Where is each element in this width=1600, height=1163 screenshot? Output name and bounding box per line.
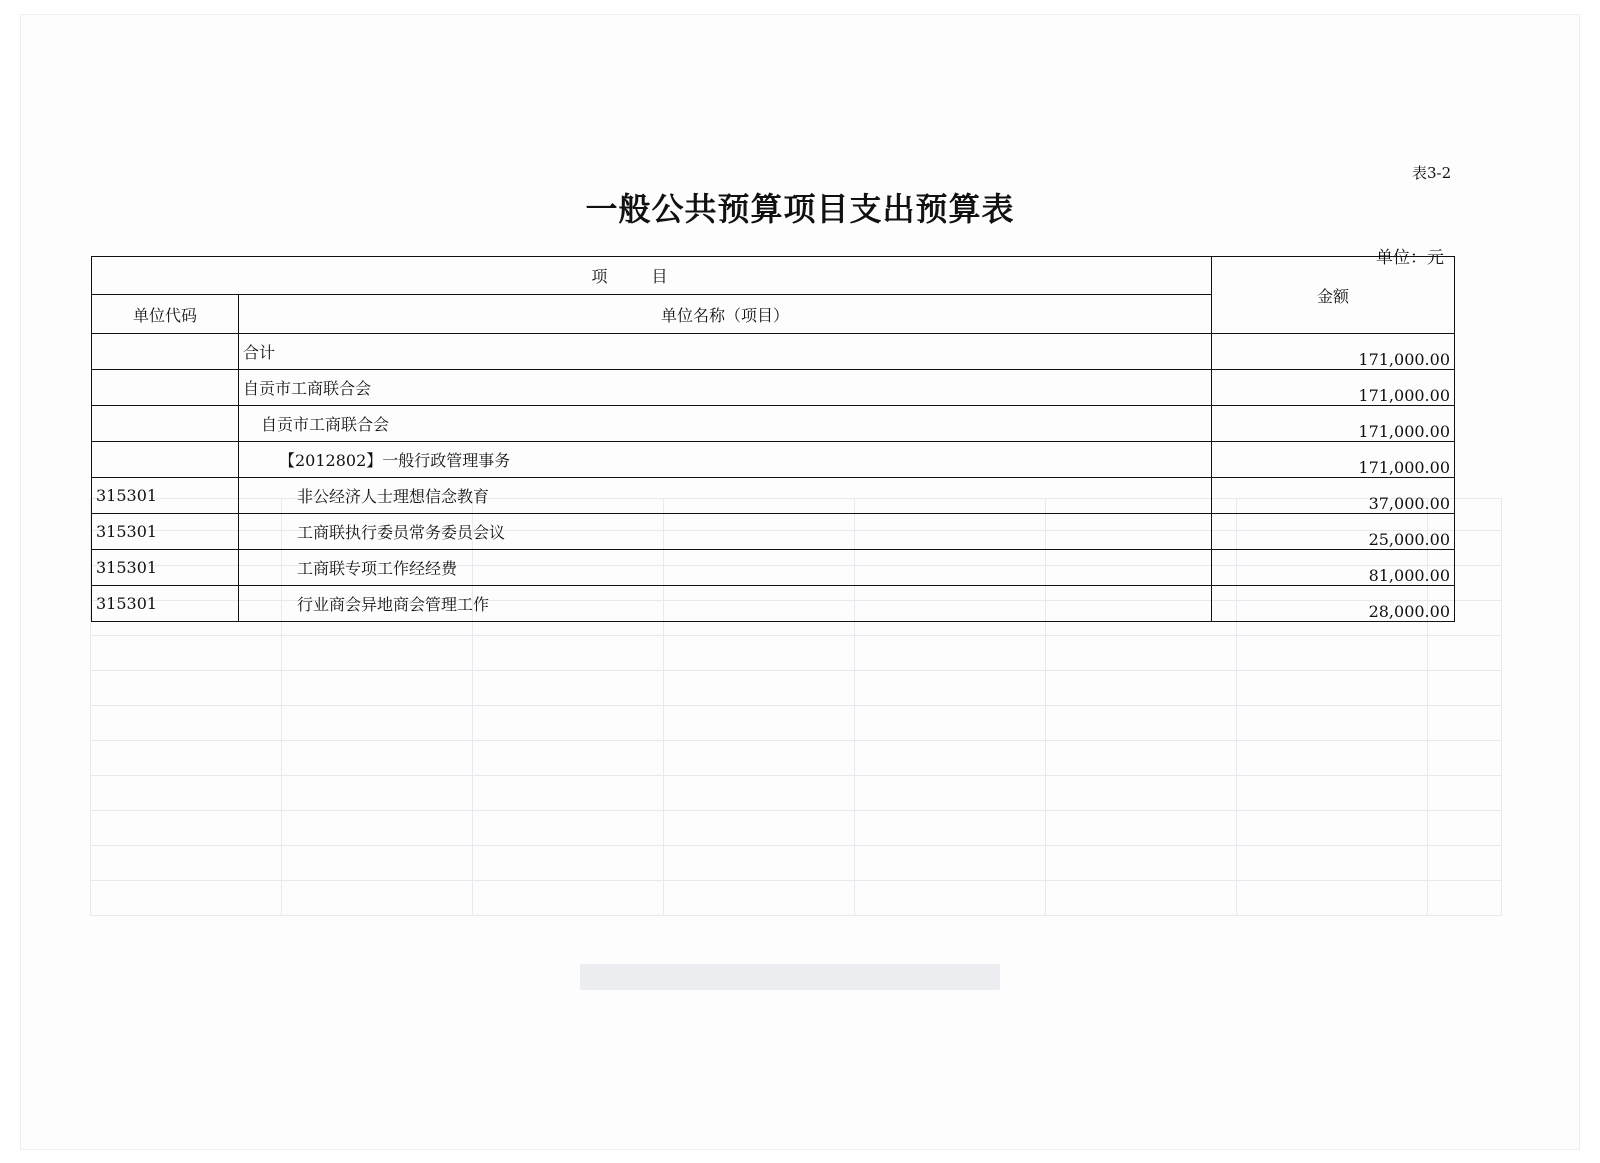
row-name: 自贡市工商联合会: [239, 370, 1212, 406]
row-code: 315301: [92, 550, 239, 586]
row-name: 【2012802】一般行政管理事务: [239, 442, 1212, 478]
header-code: 单位代码: [92, 295, 239, 334]
table-row: [92, 442, 1455, 478]
row-code: 315301: [92, 514, 239, 550]
header-row-1: [92, 257, 1455, 295]
row-name: 行业商会异地商会管理工作: [239, 586, 1212, 622]
row-amount: 28,000.00: [1212, 586, 1455, 622]
row-amount: 171,000.00: [1212, 334, 1455, 370]
row-name: 合计: [239, 334, 1212, 370]
row-name: 工商联执行委员常务委员会议: [239, 514, 1212, 550]
row-name: 自贡市工商联合会: [239, 406, 1212, 442]
unit-label: 单位：元: [1376, 248, 1444, 268]
row-amount: 37,000.00: [1212, 478, 1455, 514]
row-code: [92, 370, 239, 406]
row-amount: 25,000.00: [1212, 514, 1455, 550]
row-code: 315301: [92, 478, 239, 514]
row-code: [92, 406, 239, 442]
header-amount: 金额: [1212, 257, 1455, 334]
bleed-through-title: [580, 964, 1000, 990]
row-amount: 171,000.00: [1212, 442, 1455, 478]
row-code: 315301: [92, 586, 239, 622]
page-title: 一般公共预算项目支出预算表: [585, 190, 1015, 228]
table-row: [92, 406, 1455, 442]
table-row: [92, 370, 1455, 406]
header-project: 项目: [92, 257, 1212, 295]
row-amount: 171,000.00: [1212, 406, 1455, 442]
row-code: [92, 442, 239, 478]
table-row: [92, 514, 1455, 550]
header-name: 单位名称（项目）: [239, 295, 1212, 334]
row-name: 工商联专项工作经经费: [239, 550, 1212, 586]
row-amount: 171,000.00: [1212, 370, 1455, 406]
table-number: 表3-2: [1412, 164, 1452, 182]
row-amount: 81,000.00: [1212, 550, 1455, 586]
table-row: [92, 478, 1455, 514]
row-name: 非公经济人士理想信念教育: [239, 478, 1212, 514]
row-code: [92, 334, 239, 370]
table-row: [92, 550, 1455, 586]
table-row: [92, 334, 1455, 370]
budget-table: [91, 256, 1455, 622]
table-row: [92, 586, 1455, 622]
